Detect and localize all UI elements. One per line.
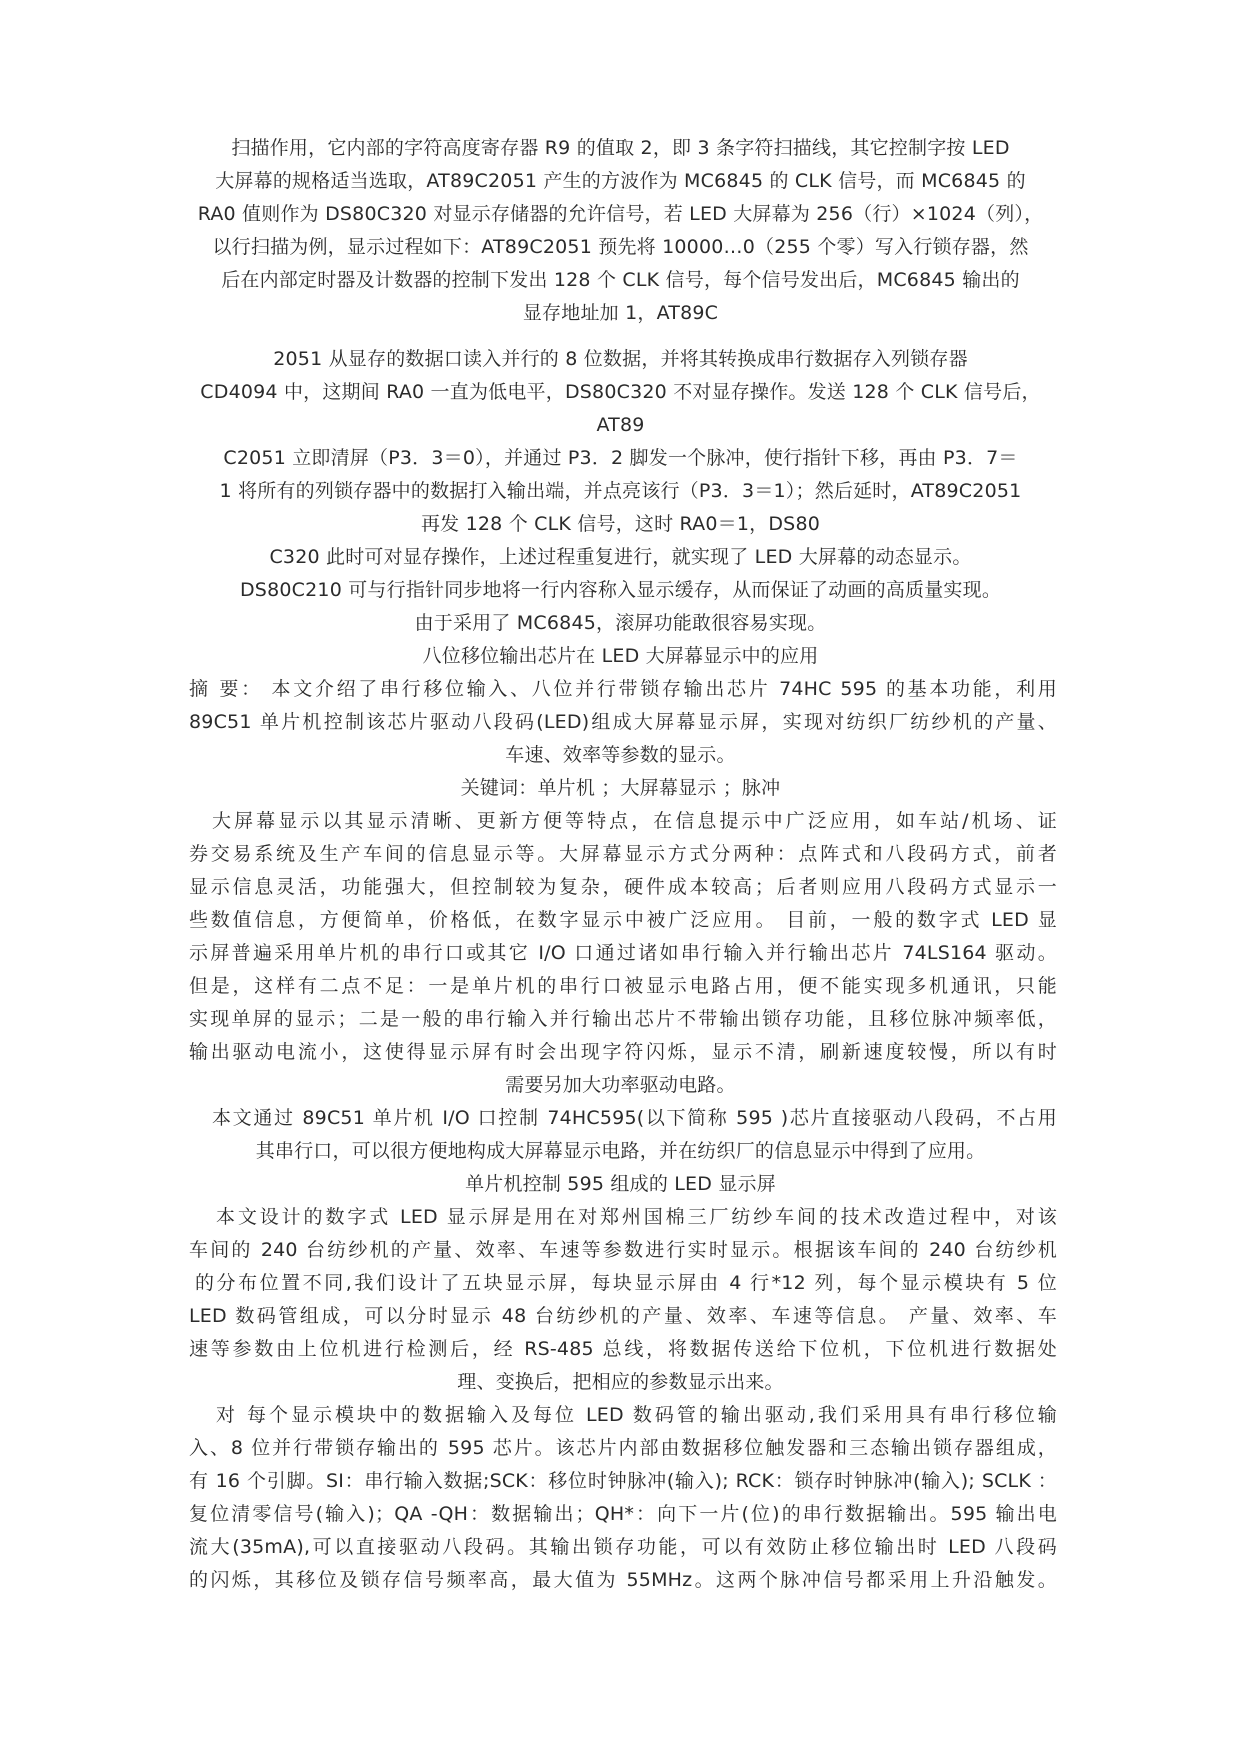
text-line: 扫描作用，它内部的字符高度寄存器 R9 的值取 2，即 3 条字符扫描线，其它控制字按 LED [231, 137, 1010, 159]
text-line: 实现单屏的显示；二是一般的串行输入并行输出芯片不带输出锁存功能，且移位脉冲频率低， [189, 1008, 1057, 1030]
keywords: 关键词：单片机 ；大屏幕显示 ；脉冲 [460, 777, 781, 799]
text-line: 由于采用了 MC6845，滚屏功能敢很容易实现。 [414, 612, 827, 634]
abstract-line: 车速、效率等参数的显示。 [505, 744, 736, 766]
text-line: 复位清零信号(输入)；QA -QH：数据输出；QH*：向下一片(位)的串行数据输出。595 输出电 [189, 1503, 1057, 1525]
text-line: C2051 立即清屏（P3．3＝0），并通过 P3．2 脚发一个脉冲，使行指针下移，再由 P3．7＝ [223, 447, 1018, 469]
text-line: C320 此时可对显存操作，上述过程重复进行，就实现了 LED 大屏幕的动态显示。 [269, 546, 972, 568]
text-line: 理、变换后，把相应的参数显示出来。 [457, 1371, 784, 1393]
text-line: 但是，这样有二点不足：一是单片机的串行口被显示电路占用，便不能实现多机通讯，只能 [189, 975, 1057, 997]
text-line: 对 每个显示模块中的数据输入及每位 LED 数码管的输出驱动,我们采用具有串行移位输 [216, 1404, 1057, 1426]
text-line: 入、8 位并行带锁存输出的 595 芯片。该芯片内部由数据移位触发器和三态输出锁存器组成， [189, 1437, 1057, 1459]
abstract-line: 摘 要： 本文介绍了串行移位输入、八位并行带锁存输出芯片 74HC 595 的基本功能，利用 [189, 678, 1057, 700]
text-line: 些数值信息，方便简单，价格低，在数字显示中被广泛应用。 目前，一般的数字式 LED 显 [189, 909, 1057, 931]
text-line: 1 将所有的列锁存器中的数据打入输出端，并点亮该行（P3．3＝1）；然后延时，AT89C2051 [219, 480, 1022, 502]
text-line: 券交易系统及生产车间的信息显示等。大屏幕显示方式分两种：点阵式和八段码方式，前者 [189, 843, 1057, 865]
text-line: 大屏幕显示以其显示清晰、更新方便等特点，在信息提示中广泛应用，如车站/机场、证 [212, 810, 1057, 832]
text-line: RA0 值则作为 DS80C320 对显示存储器的允许信号，若 LED 大屏幕为 256（行）×1024（列）， [197, 203, 1044, 225]
text-line: 2051 从显存的数据口读入并行的 8 位数据，并将其转换成串行数据存入列锁存器 [273, 348, 968, 370]
text-line: DS80C210 可与行指针同步地将一行内容称入显示缓存，从而保证了动画的高质量实现。 [239, 579, 1002, 601]
text-line: 本文设计的数字式 LED 显示屏是用在对郑州国棉三厂纺纱车间的技术改造过程中，对该 [216, 1206, 1057, 1228]
text-line: 本文通过 89C51 单片机 I/O 口控制 74HC595(以下简称 595 )芯片直接驱动八段码，不占用 [212, 1107, 1057, 1129]
text-line: 以行扫描为例，显示过程如下：AT89C2051 预先将 10000…0（255 个零）写入行锁存器，然 [212, 236, 1029, 258]
text-line: 流大(35mA),可以直接驱动八段码。其输出锁存功能，可以有效防止移位输出时 LED 八段码 [189, 1536, 1057, 1558]
text-line: 再发 128 个 CLK 信号，这时 RA0＝1，DS80 [420, 513, 821, 535]
text-line: 示屏普遍采用单片机的串行口或其它 I/O 口通过诸如串行输入并行输出芯片 74LS164 驱动。 [189, 942, 1057, 964]
text-line: 车间的 240 台纺纱机的产量、效率、车速等参数进行实时显示。根据该车间的 240 台纺纱机 [189, 1239, 1057, 1261]
text-line: 的闪烁，其移位及锁存信号频率高，最大值为 55MHz。这两个脉冲信号都采用上升沿触发。 [189, 1569, 1057, 1591]
text-line: 其串行口，可以很方便地构成大屏幕显示电路，并在纺织厂的信息显示中得到了应用。 [255, 1140, 986, 1162]
text-line: LED 数码管组成，可以分时显示 48 台纺纱机的产量、效率、车速等信息。 产量、效率、车 [189, 1305, 1057, 1327]
abstract-line: 89C51 单片机控制该芯片驱动八段码(LED)组成大屏幕显示屏，实现对纺织厂纺纱机的产量、 [189, 711, 1057, 733]
text-line: 有 16 个引脚。SI：串行输入数据;SCK：移位时钟脉冲(输入); RCK：锁存时钟脉冲(输入); SCLK ： [189, 1470, 1057, 1492]
text-line: 需要另加大功率驱动电路。 [505, 1074, 736, 1096]
text-line: 速等参数由上位机进行检测后，经 RS-485 总线，将数据传送给下位机，下位机进行数据处 [189, 1338, 1057, 1360]
text-line: 的分布位置不同,我们设计了五块显示屏，每块显示屏由 4 行*12 列，每个显示模块有 5 位 [195, 1272, 1057, 1294]
article-title: 八位移位输出芯片在 LED 大屏幕显示中的应用 [422, 645, 819, 667]
text-line: 显存地址加 1，AT89C [522, 302, 719, 324]
text-line: 大屏幕的规格适当选取，AT89C2051 产生的方波作为 MC6845 的 CLK 信号，而 MC6845 的 [215, 170, 1026, 192]
text-line: 后在内部定时器及计数器的控制下发出 128 个 CLK 信号，每个信号发出后，MC6845 输出的 [221, 269, 1020, 291]
section-title: 单片机控制 595 组成的 LED 显示屏 [465, 1173, 776, 1195]
text-line: CD4094 中，这期间 RA0 一直为低电平，DS80C320 不对显存操作。发送 128 个 CLK 信号后， [200, 381, 1041, 403]
text-line: 显示信息灵活，功能强大，但控制较为复杂，硬件成本较高；后者则应用八段码方式显示一 [189, 876, 1057, 898]
text-line: 输出驱动电流小，这使得显示屏有时会出现字符闪烁，显示不清，刷新速度较慢，所以有时 [189, 1041, 1057, 1063]
text-line: AT89 [596, 414, 645, 436]
